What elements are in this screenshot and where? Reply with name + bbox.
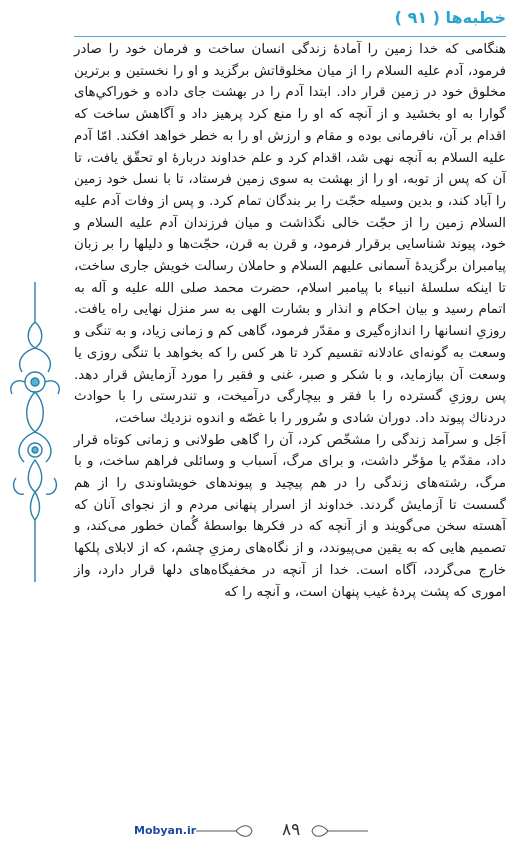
page-header [74, 8, 506, 34]
footer-left-ornament-icon [196, 822, 256, 840]
page-number: ۸۹ [282, 820, 301, 840]
chapter-title: خطبه‌ها ( ۹۱ ) [394, 8, 506, 27]
header-divider [74, 36, 506, 37]
paragraph-2: اَجَل و سرآمد زندگى را مشخّص كرد، آن را گاهى طولانى و زمانى كوتاه قرار داد، مقدّم يا مؤخّر داشت، و براى مرگ، اَسباب و وسائلى فراهم ساخت، و با مرگ، رشته‌هاى زندگى را در هم پيچيد و پيوندهاى خويشاوندى را از هم گسست تا آزمايش گردند. خداوند از اسرار پنهانى مردم و از نجواى آنان كه آهسته سخن مى‌گويند و از آنچه كه در فكرها بواسطۀ گُمان خطور مى‌كند، و تصميم هايى كه به يقين مى‌پيوندد، و از نگاه‌هاى رمزىِ چشم، كه از لابلاى پلكها خارج مى‌گردد، آگاه است. خدا از آنچه در مخفيگاه‌هاى دلها قرار دارد، واز امورى كه پشت پردۀ غيب پنهان است، و آنچه را كه [74, 432, 506, 600]
main-text [74, 39, 506, 603]
paragraph-1: هنگامى كه خدا زمين را آمادۀ زندگى انسان ساخت و فرمان خود را صادر فرمود، آدم عليه السلام را از ميان مخلوقاتش برگزيد و او را نخستين و برترين مخلوق خود در زمين قرار داد. ابتدا آدم را در بهشت جاى داده و خوراكي‌هاى گوارا به او بخشيد و از آنچه كه او را منع كرد پرهيز داد و آگاهش ساخت كه اقدام بر آن، نافرمانى بوده و مقام و ارزش او را به خطر خواهد افكند. امّا آدم عليه السلام به آنچه نهى شد، اقدام كرد و علم خداوند دربارۀ او تحقّق يافت، تا آن كه پس از توبه، او را از بهشت به سوى زمين فرستاد، تا با نسل خود زمين را آباد كند، و بدين وسيله حجّت را بر بندگان تمام كرد. و پس از وفات آدم عليه السلام زمين را از حجّت خالى نگذاشت و ميان فرزندان آدم عليه السلام و خود، پيوند شناسايى برقرار فرمود، و قرن به قرن، حجّت‌ها و دليلها را بر زبان پيامبران برگزيدۀ آسمانى عليهم السلام و حاملان رسالت خويش جارى ساخت، تا اينكه سلسلۀ انبياء با پيامبر اسلام، حضرت محمد صلى الله عليه و آله به اتمام رسيد و بيان احكام و انذار و بشارت الهى به سر منزل نهايى راه يافت. روزىِ انسانها را اندازه‌گيرى و مقدّر فرمود، گاهى كم و زمانى زياد، و به تنگى و وسعت به گونه‌اى عادلانه تقسيم كرد تا هر كس را كه بخواهد با تنگى روزى يا وسعت آن بيازمايد، و با شكر و صبر، غنى و فقير را مورد آزمايش قرار دهد. پس روزىِ گسترده را با فقر و بيچارگى درآميخت، و تندرستى را با حوادث دردناك پيوند داد. دوران شادى و سُرور را با غصّه و اندوه نزديك ساخت، [74, 42, 506, 426]
margin-ornament-icon [6, 282, 64, 582]
site-watermark: Mobyan.ir [134, 824, 197, 837]
page-footer [0, 818, 520, 848]
footer-right-ornament-icon [308, 822, 368, 840]
